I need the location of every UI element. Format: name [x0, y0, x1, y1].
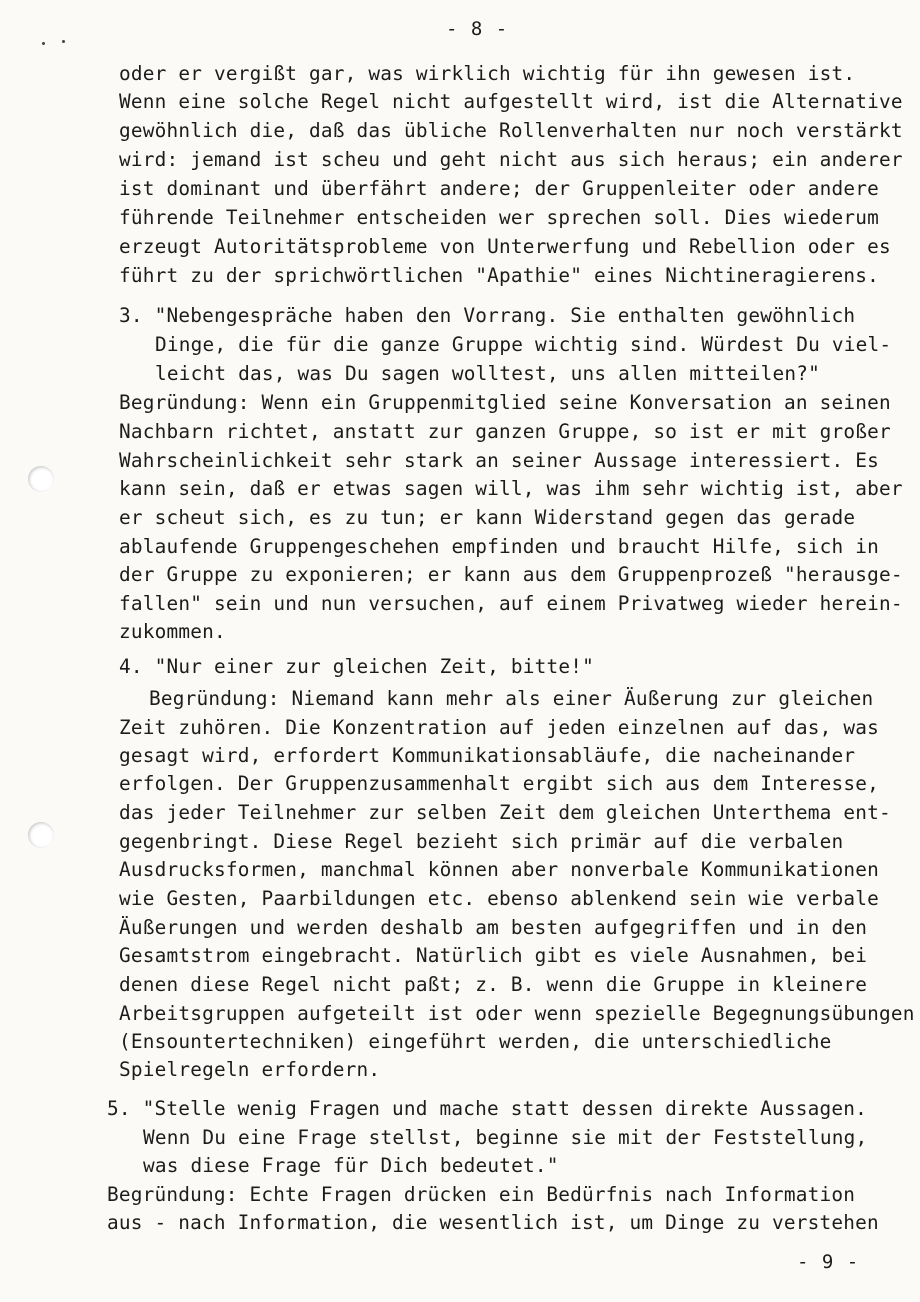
text-line: Begründung: Wenn ein Gruppenmitglied seine Konversation an seinen — [119, 391, 891, 414]
text-line: Begründung: Niemand kann mehr als einer Äußerung zur gleichen — [149, 687, 874, 710]
text-line: was diese Frage für Dich bedeutet." — [143, 1154, 559, 1177]
next-page-number: - 9 - — [797, 1251, 860, 1273]
punch-hole-bottom — [28, 822, 54, 848]
page-number: - 8 - — [446, 18, 509, 40]
text-line: Zeit zuhören. Die Konzentration auf jeden einzelnen auf das, was — [119, 716, 879, 739]
text-line: das jeder Teilnehmer zur selben Zeit dem gleichen Unterthema ent- — [119, 801, 891, 824]
text-line: Nachbarn richtet, anstatt zur ganzen Gruppe, so ist er mit großer — [119, 420, 891, 443]
text-line: Dinge, die für die ganze Gruppe wichtig sind. Würdest Du viel- — [155, 333, 892, 356]
punch-hole-top — [28, 466, 54, 492]
text-line: (Ensountertechniken) eingeführt werden, die unterschiedliche — [119, 1030, 832, 1053]
text-line: der Gruppe zu exponieren; er kann aus dem Gruppenprozeß "herausge- — [119, 563, 903, 586]
text-line: aus - nach Information, die wesentlich ist, um Dinge zu verstehen — [107, 1211, 879, 1234]
text-line: kann sein, daß er etwas sagen will, was ihm sehr wichtig ist, aber — [119, 477, 903, 500]
text-line: Ausdrucksformen, manchmal können aber nonverbale Kommunikationen — [119, 858, 879, 881]
rule-5-heading: 5. "Stelle wenig Fragen und mache statt dessen direkte Aussagen. — [107, 1097, 867, 1120]
text-line: Arbeitsgruppen aufgeteilt ist oder wenn spezielle Begegnungsübungen — [119, 1002, 915, 1025]
text-line: er scheut sich, es zu tun; er kann Widerstand gegen das gerade — [119, 506, 856, 529]
text-line: erzeugt Autoritätsprobleme von Unterwerfung und Rebellion oder es — [119, 235, 891, 258]
text-line: leicht das, was Du sagen wolltest, uns allen mitteilen?" — [155, 362, 820, 385]
text-line: ablaufende Gruppengeschehen empfinden und braucht Hilfe, sich in — [119, 535, 879, 558]
text-line: Spielregeln erfordern. — [119, 1058, 381, 1081]
rule-3-heading: 3. "Nebengespräche haben den Vorrang. Sie enthalten gewöhnlich — [119, 304, 856, 327]
text-line: gegenbringt. Diese Regel bezieht sich primär auf die verbalen — [119, 830, 844, 853]
text-line: gewöhnlich die, daß das übliche Rollenverhalten nur noch verstärkt — [119, 119, 903, 142]
text-line: Begründung: Echte Fragen drücken ein Bedürfnis nach Information — [107, 1183, 856, 1206]
speck — [42, 42, 45, 45]
text-line: Äußerungen und werden deshalb am besten aufgegriffen und in den — [119, 916, 868, 939]
text-line: zukommen. — [119, 620, 226, 643]
text-line: ist dominant und überfährt andere; der Gruppenleiter oder andere — [119, 177, 879, 200]
text-line: gesagt wird, erfordert Kommunikationsabläufe, die nacheinander — [119, 744, 856, 767]
text-line: fallen" sein und nun versuchen, auf einem Privatweg wieder herein- — [119, 592, 903, 615]
text-line: erfolgen. Der Gruppenzusammenhalt ergibt sich aus dem Interesse, — [119, 772, 879, 795]
text-line: Wahrscheinlichkeit sehr stark an seiner Aussage interessiert. Es — [119, 449, 879, 472]
speck — [62, 40, 65, 43]
text-line: Wenn eine solche Regel nicht aufgestellt wird, ist die Alternative — [119, 90, 903, 113]
text-line: führende Teilnehmer entscheiden wer sprechen soll. Dies wiederum — [119, 206, 879, 229]
text-line: führt zu der sprichwörtlichen "Apathie" eines Nichtineragierens. — [119, 264, 879, 287]
text-line: oder er vergißt gar, was wirklich wichtig für ihn gewesen ist. — [119, 62, 856, 85]
rule-4-heading: 4. "Nur einer zur gleichen Zeit, bitte!" — [119, 655, 594, 678]
text-line: denen diese Regel nicht paßt; z. B. wenn die Gruppe in kleinere — [119, 973, 868, 996]
text-line: wird: jemand ist scheu und geht nicht aus sich heraus; ein anderer — [119, 148, 903, 171]
text-line: Gesamtstrom eingebracht. Natürlich gibt es viele Ausnahmen, bei — [119, 944, 868, 967]
text-line: Wenn Du eine Frage stellst, beginne sie mit der Feststellung, — [143, 1126, 868, 1149]
text-line: wie Gesten, Paarbildungen etc. ebenso ablenkend sein wie verbale — [119, 887, 879, 910]
